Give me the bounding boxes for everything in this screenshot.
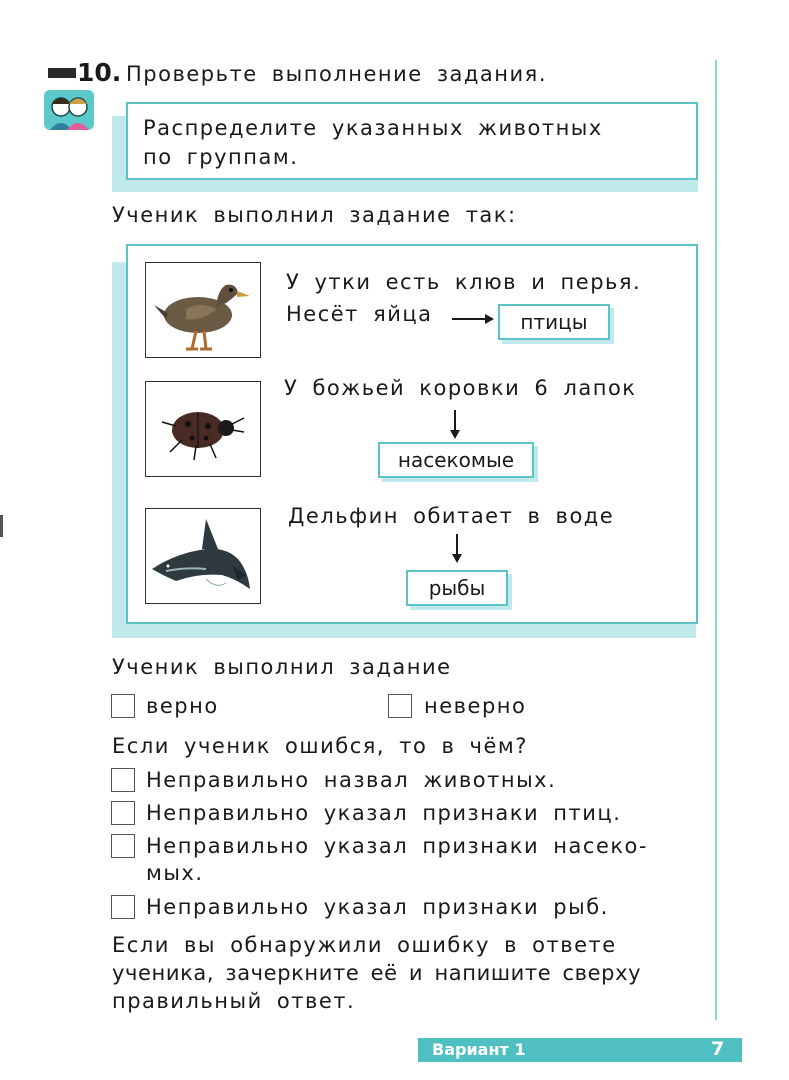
- error-option-4: Неправильно указал признаки рыб.: [146, 895, 609, 919]
- final-instruction-line-3: правильный ответ.: [112, 989, 356, 1013]
- dolphin-photo: [145, 508, 261, 604]
- correct-option-label: верно: [146, 694, 219, 718]
- duck-statement-line-2: Несёт яйца: [286, 302, 433, 326]
- arrow-down-icon: [450, 430, 460, 439]
- error-option-3-line-1: Неправильно указал признаки насеко-: [146, 834, 648, 858]
- wrong-option-label: неверно: [424, 694, 527, 718]
- duck-arrow-line: [452, 318, 486, 320]
- wrong-checkbox[interactable]: [388, 694, 412, 718]
- ladybug-statement: У божьей коровки 6 лапок: [284, 376, 637, 400]
- duck-photo: [145, 262, 261, 358]
- final-instruction-line-1: Если вы обнаружили ошибку в ответе: [112, 933, 617, 957]
- error-checkbox-3[interactable]: [111, 834, 135, 858]
- margin-line: [715, 60, 717, 1020]
- instruction-line-1: Распределите указанных животных: [143, 116, 603, 140]
- duck-group-tag: птицы: [498, 304, 610, 340]
- instruction-text: [143, 114, 663, 172]
- error-checkbox-1[interactable]: [111, 768, 135, 792]
- arrow-right-icon: [485, 314, 494, 324]
- task-number: 10.: [77, 58, 122, 87]
- error-option-1: Неправильно назвал животных.: [146, 768, 557, 792]
- error-option-2: Неправильно указал признаки птиц.: [146, 801, 622, 825]
- dolphin-statement: Дельфин обитает в воде: [288, 504, 615, 528]
- ladybug-photo: [145, 381, 261, 477]
- error-checkbox-4[interactable]: [111, 895, 135, 919]
- final-instruction-line-2: ученика, зачеркните её и напишите сверху: [112, 961, 642, 985]
- correct-checkbox[interactable]: [111, 694, 135, 718]
- answer-intro: Ученик выполнил задание: [112, 655, 452, 679]
- error-checkbox-2[interactable]: [111, 801, 135, 825]
- pair-work-icon: [44, 90, 94, 130]
- page-number: 7: [711, 1038, 725, 1060]
- duck-statement-line-1: У утки есть клюв и перья.: [286, 270, 642, 294]
- task-title: Проверьте выполнение задания.: [126, 62, 547, 86]
- task-number-bar: [48, 68, 76, 78]
- error-question: Если ученик ошибся, то в чём?: [112, 734, 528, 758]
- error-option-3-line-2: мых.: [146, 861, 204, 885]
- dolphin-group-tag: рыбы: [406, 570, 508, 606]
- page-edge-mark: [0, 515, 3, 537]
- pupil-did-label: Ученик выполнил задание так:: [112, 203, 517, 227]
- footer-variant: Вариант 1: [432, 1040, 526, 1059]
- instruction-line-2: по группам.: [143, 145, 299, 169]
- arrow-down-icon: [452, 554, 462, 563]
- ladybug-group-tag: насекомые: [378, 442, 534, 478]
